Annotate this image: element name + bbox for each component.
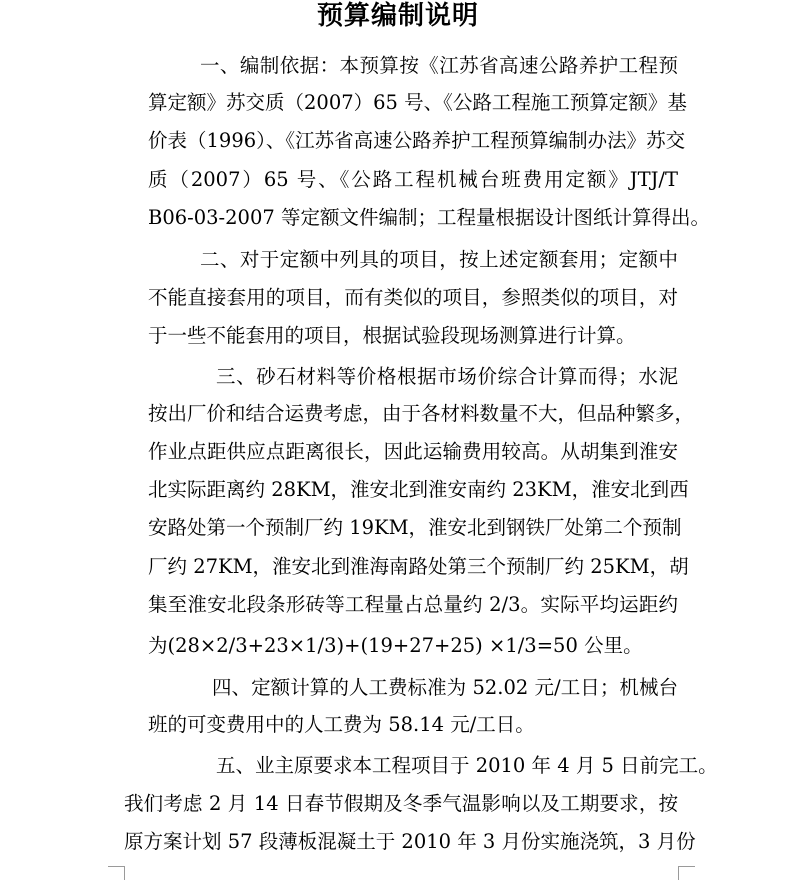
paragraph-1-line-4: 质（2007）65 号、《公路工程机械台班费用定额》JTJ/T bbox=[148, 168, 678, 191]
paragraph-1-line-2: 算定额》苏交质（2007）65 号、《公路工程施工预算定额》基 bbox=[148, 91, 687, 114]
paragraph-3-line-1: 三、砂石材料等价格根据市场价综合计算而得；水泥 bbox=[216, 365, 678, 388]
paragraph-3-line-5: 安路处第一个预制厂约 19KM，淮安北到钢铁厂处第二个预制 bbox=[148, 516, 682, 539]
crop-mark-right-vertical bbox=[678, 866, 679, 880]
crop-mark-right-horizontal bbox=[679, 866, 695, 867]
paragraph-3-line-2: 按出厂价和结合运费考虑，由于各材料数量不大，但品种繁多， bbox=[148, 402, 695, 425]
paragraph-2-line-1: 二、对于定额中列具的项目，按上述定额套用；定额中 bbox=[200, 248, 678, 271]
paragraph-2-line-2: 不能直接套用的项目，而有类似的项目，参照类似的项目，对 bbox=[148, 286, 678, 309]
paragraph-3-line-8: 为(28×2/3+23×1/3)+(19+27+25) ×1/3=50 公里。 bbox=[148, 634, 643, 657]
paragraph-5-line-2: 我们考虑 2 月 14 日春节假期及冬季气温影响以及工期要求，按 bbox=[124, 792, 678, 815]
paragraph-5-line-3: 原方案计划 57 段薄板混凝土于 2010 年 3 月份实施浇筑，3 月份 bbox=[124, 830, 696, 853]
paragraph-4-line-1: 四、定额计算的人工费标准为 52.02 元/工日；机械台 bbox=[212, 676, 678, 699]
paragraph-3-line-3: 作业点距供应点距离很长，因此运输费用较高。从胡集到淮安 bbox=[148, 440, 678, 463]
paragraph-3-line-7: 集至淮安北段条形砖等工程量占总量约 2/3。实际平均运距约 bbox=[148, 593, 678, 616]
crop-mark-left-vertical bbox=[124, 866, 125, 880]
paragraph-5-line-1: 五、业主原要求本工程项目于 2010 年 4 月 5 日前完工。 bbox=[216, 754, 718, 777]
paragraph-2-line-3: 于一些不能套用的项目，根据试验段现场测算进行计算。 bbox=[148, 324, 636, 347]
page-title: 预算编制说明 bbox=[316, 1, 479, 31]
paragraph-3-line-6: 厂约 27KM，淮安北到淮海南路处第三个预制厂约 25KM，胡 bbox=[148, 555, 689, 578]
crop-mark-left-horizontal bbox=[108, 866, 124, 867]
paragraph-1-line-1: 一、编制依据：本预算按《江苏省高速公路养护工程预 bbox=[200, 54, 678, 77]
paragraph-1-line-3: 价表（1996）、《江苏省高速公路养护工程预算编制办法》苏交 bbox=[148, 129, 686, 152]
paragraph-1-line-5: B06-03-2007 等定额文件编制；工程量根据设计图纸计算得出。 bbox=[148, 206, 710, 229]
paragraph-4-line-2: 班的可变费用中的人工费为 58.14 元/工日。 bbox=[148, 713, 535, 736]
paragraph-3-line-4: 北实际距离约 28KM，淮安北到淮安南约 23KM，淮安北到西 bbox=[148, 478, 689, 501]
